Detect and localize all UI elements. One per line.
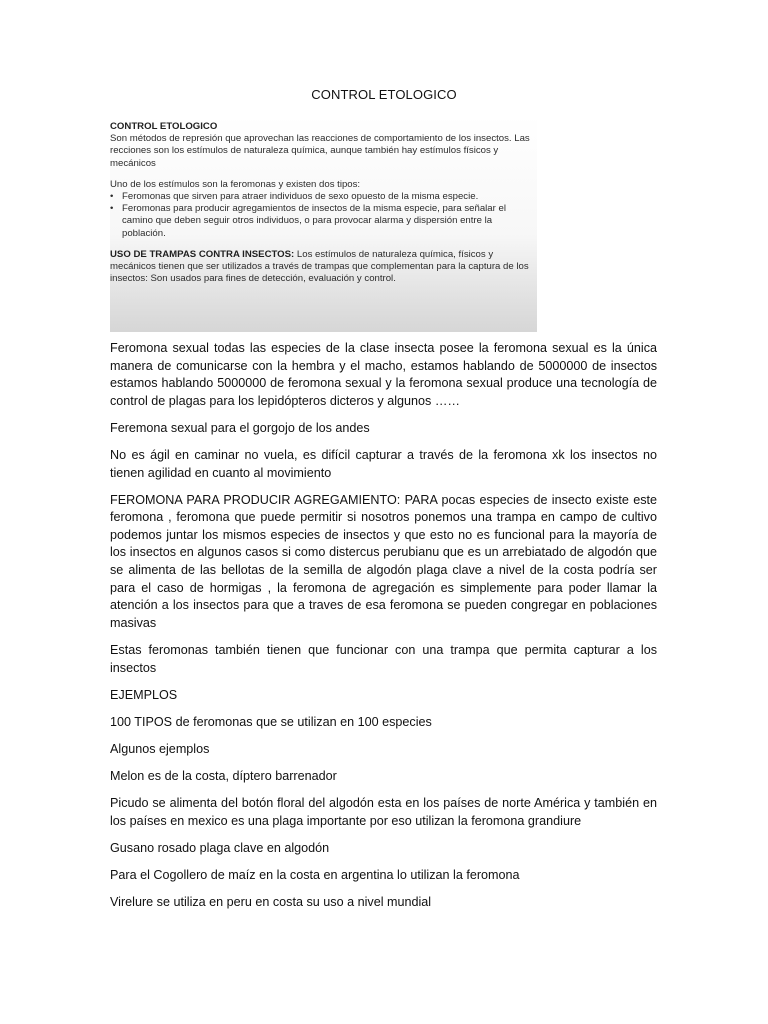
scan-traps-paragraph: [110, 249, 537, 286]
paragraph: FEROMONA PARA PRODUCIR AGREGAMIENTO: PARA pocas especies de insecto existe este feromona , feromona que puede permitir si nosotros ponemos una trampa en campo de cultivo podemos juntar los mismos especies de insectos y que esto no es funcional para la mayoría de los insectos en algunos casos si como distercus perubianu que es un arrebiatado de algodón que se alimenta de las bellotas de la semilla de algodón plaga clave a nivel de la costa podría ser para el caso de hormigas , la feromona de agregación es simplemente para poder llamar la atención a los insectos para que a traves de esa feromona se pueden congregar en poblaciones masivas: [110, 492, 657, 630]
paragraph: Estas feromonas también tienen que funcionar con una trampa que permita capturar a los insectos: [110, 642, 657, 675]
paragraph: Algunos ejemplos: [110, 741, 210, 756]
paragraph: 100 TIPOS de feromonas que se utilizan en 100 especies: [110, 714, 432, 729]
scan-stimuli-intro: Uno de los estímulos son la feromonas y existen dos tipos:: [110, 178, 361, 190]
scan-traps-heading: USO DE TRAMPAS CONTRA INSECTOS:: [110, 248, 295, 260]
paragraph: No es ágil en caminar no vuela, es difícil capturar a través de la feromona xk los insectos no tienen agilidad en cuanto al movimiento: [110, 447, 657, 480]
paragraph: Melon es de la costa, díptero barrenador: [110, 768, 337, 783]
scan-spacer: [110, 170, 537, 179]
scan-bullet-item: • Feromonas que sirven para atraer individuos de sexo opuesto de la misma especie.: [110, 191, 537, 203]
scan-bullet-item: • Feromonas para producir agregamientos de insectos de la misma especie, para señalar el camino que deben seguir otros individuos, o para provocar alarma y dispersión entre la población.: [110, 203, 537, 240]
scan-bullet-list: [110, 191, 537, 240]
paragraph: Gusano rosado plaga clave en algodón: [110, 840, 330, 855]
paragraph: Picudo se alimenta del botón floral del algodón esta en los países de norte América y también en los países en mexico es una plaga importante por eso utilizan la feromona grandiure: [110, 795, 657, 828]
scan-heading: CONTROL ETOLOGICO: [110, 121, 218, 132]
scan-spacer: [110, 240, 537, 249]
page-title: CONTROL ETOLOGICO: [311, 87, 457, 102]
scan-traps-text: Los estímulos de naturaleza química, físicos y mecánicos tienen que ser utilizados a través de trampas que complementan para la captura de los insectos: Son usados para fines de detección, evaluación y control.: [110, 248, 529, 285]
scanned-notes-image: [110, 115, 537, 332]
scan-intro: Son métodos de represión que aprovechan las reacciones de comportamiento de los insectos. Las recciones son los estímulos de naturaleza química, aunque también hay estímulos físicos y mecánicos: [110, 133, 530, 169]
document-body: [110, 340, 657, 921]
paragraph: Virelure se utiliza en peru en costa su uso a nivel mundial: [110, 894, 432, 909]
paragraph: Feromona sexual todas las especies de la clase insecta posee la feromona sexual es la única manera de comunicarse con la hembra y el macho, estamos hablando de 5000000 de insectos estamos hablando 5000000 de feromona sexual y la feromona sexual produce una tecnología de control de plagas para los lepidópteros dicteros y algunos ……: [110, 341, 657, 408]
paragraph: Feremona sexual para el gorgojo de los andes: [110, 420, 370, 435]
paragraph: EJEMPLOS: [110, 687, 178, 702]
paragraph: Para el Cogollero de maíz en la costa en argentina lo utilizan la feromona: [110, 867, 520, 882]
